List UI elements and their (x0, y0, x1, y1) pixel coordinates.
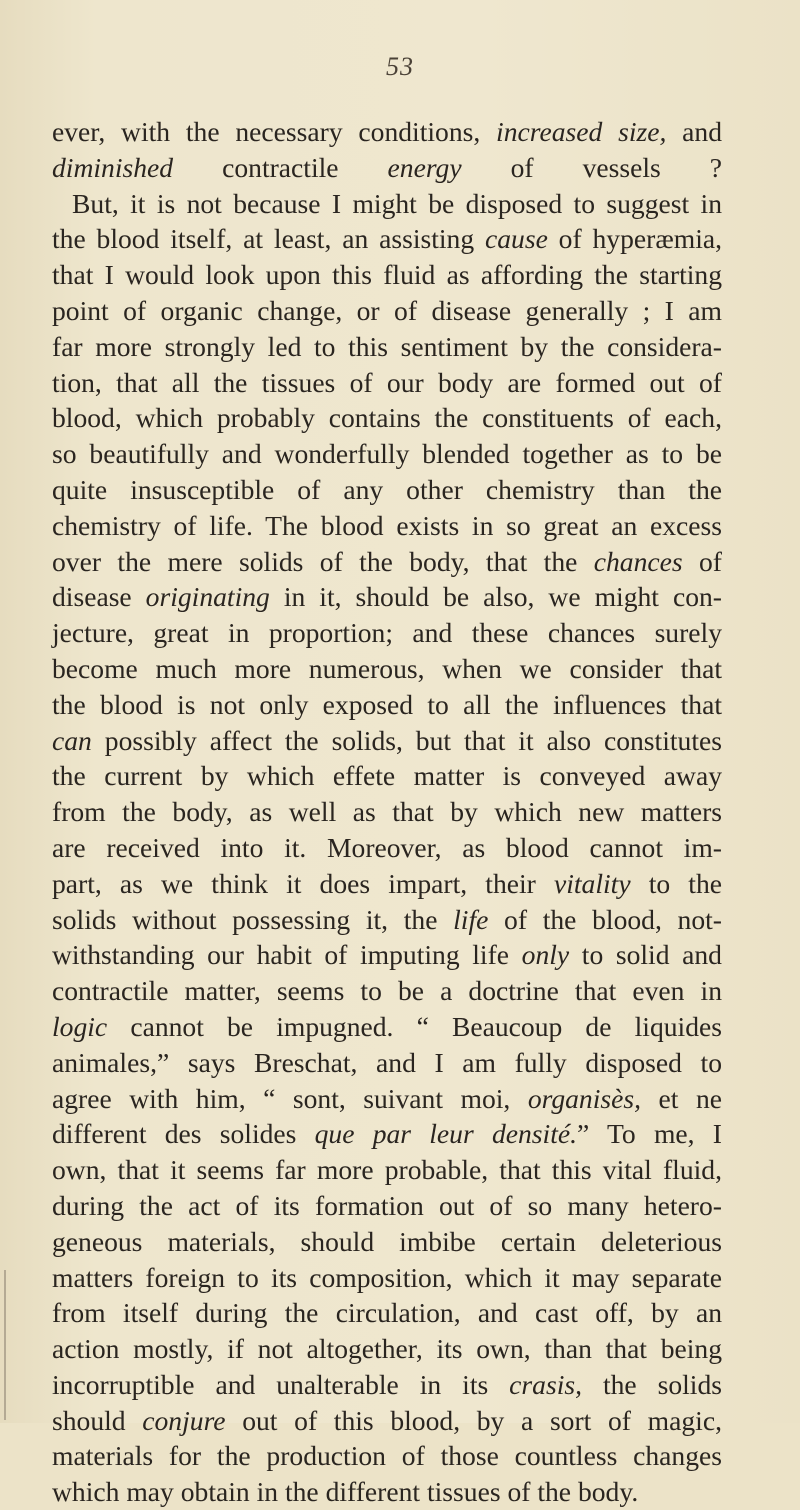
text-segment: agree with him, “ sont, suivant moi, (52, 1082, 528, 1114)
text-line (52, 1116, 722, 1152)
text-segment: ever, with the necessary conditions, (52, 116, 497, 147)
text-segment: of the blood, not- (488, 903, 722, 935)
text-line (52, 508, 722, 544)
text-line (52, 1009, 722, 1045)
text-segment: become much more numerous, when we consider that (52, 652, 722, 684)
text-line (52, 902, 722, 938)
text-segment: matters foreign to its composition, which it may separate (52, 1261, 722, 1293)
text-segment: geneous materials, should imbibe certain deleterious (52, 1225, 722, 1257)
text-segment: from itself during the circulation, and cast off, by an (52, 1297, 722, 1329)
text-segment: contractile (173, 151, 388, 183)
italic-text: crasis, (509, 1368, 582, 1400)
text-line (52, 1081, 722, 1117)
text-segment: point of organic change, or of disease generally ; I am (52, 294, 722, 326)
text-segment: jecture, great in proportion; and these chances surely (52, 617, 722, 649)
text-segment: of hyperæmia, (547, 223, 723, 255)
text-line (52, 329, 722, 365)
text-line (52, 1403, 722, 1439)
text-segment: et ne (641, 1082, 722, 1114)
text-segment: out of this blood, by a sort of magic, (225, 1404, 722, 1436)
text-segment: materials for the production of those countless changes (52, 1440, 722, 1472)
italic-text: logic (52, 1010, 108, 1042)
text-segment: disease (52, 581, 146, 613)
italic-text: diminished (52, 151, 174, 183)
text-segment: from the body, as well as that by which new matters (52, 796, 722, 828)
italic-text: only (521, 939, 570, 971)
text-line (52, 937, 722, 973)
text-segment: to solid and (569, 939, 722, 971)
text-segment: ” To me, I (577, 1118, 722, 1150)
text-segment: in it, should be also, we might con- (269, 581, 722, 613)
italic-text: can (52, 724, 92, 756)
text-segment: possibly affect the solids, but that it also constitutes (91, 724, 722, 756)
text-segment: the blood itself, at least, an assisting (52, 223, 485, 255)
text-segment: cannot be impugned. “ Beaucoup de liquides (107, 1010, 722, 1042)
text-line (52, 973, 722, 1009)
italic-text: conjure (142, 1404, 226, 1436)
text-segment: chemistry of life. The blood exists in so great an excess (52, 509, 722, 541)
text-segment: the blood is not only exposed to all the influences that (52, 688, 722, 720)
text-line (52, 150, 722, 186)
text-segment: blood, which probably contains the constituents of each, (52, 402, 722, 434)
text-segment: withstanding our habit of imputing life (52, 939, 522, 971)
text-line (52, 293, 722, 329)
text-line (52, 365, 722, 401)
text-segment: of vessels ? (461, 151, 722, 183)
text-line (52, 651, 722, 687)
text-segment: different des solides (52, 1118, 315, 1150)
binding-edge (4, 1270, 6, 1420)
text-line (52, 1438, 722, 1474)
text-line (52, 186, 722, 222)
text-line (52, 615, 722, 651)
text-segment: action mostly, if not altogether, its own, than that being (52, 1333, 722, 1365)
italic-text: organisès, (527, 1082, 642, 1114)
text-segment: which may obtain in the different tissues of the body. (52, 1476, 639, 1508)
text-line (52, 1045, 722, 1081)
text-segment: that I would look upon this fluid as affording the starting (52, 259, 722, 291)
text-line (52, 436, 722, 472)
text-line (52, 1331, 722, 1367)
text-segment: But, it is not because I might be disposed to suggest in (72, 187, 722, 219)
text-line (52, 257, 722, 293)
text-segment: of (682, 545, 722, 577)
italic-text: originating (145, 581, 270, 613)
text-segment: incorruptible and unalterable in its (52, 1368, 510, 1400)
body-text (52, 114, 722, 1510)
text-segment: and (666, 116, 722, 147)
text-line (52, 1474, 722, 1510)
text-segment: contractile matter, seems to be a doctrine that even in (52, 975, 722, 1007)
text-segment: the solids (582, 1368, 722, 1400)
italic-text: energy (387, 151, 462, 183)
text-segment: over the mere solids of the body, that the (52, 545, 594, 577)
text-line (52, 544, 722, 580)
italic-text: cause (485, 223, 548, 255)
text-line (52, 1260, 722, 1296)
text-line (52, 1224, 722, 1260)
text-line (52, 579, 722, 615)
text-segment: part, as we think it does impart, their (52, 867, 554, 899)
italic-text: life (453, 903, 489, 935)
italic-text: que par leur densité. (314, 1118, 578, 1150)
italic-text: chances (593, 545, 683, 577)
text-segment: are received into it. Moreover, as blood cannot im- (52, 831, 722, 863)
italic-text: increased size, (496, 116, 667, 147)
text-line (52, 687, 722, 723)
text-line (52, 758, 722, 794)
text-line (52, 1367, 722, 1403)
text-segment: quite insusceptible of any other chemistry than the (52, 473, 722, 505)
text-segment: so beautifully and wonderfully blended together as to be (52, 438, 722, 470)
text-line (52, 794, 722, 830)
text-line (52, 400, 722, 436)
text-segment: animales,” says Breschat, and I am fully disposed to (52, 1046, 722, 1078)
page-number: 53 (386, 52, 414, 81)
text-line (52, 1188, 722, 1224)
text-line (52, 221, 722, 257)
text-segment: during the act of its formation out of so many hetero- (52, 1189, 722, 1221)
text-segment: far more strongly led to this sentiment by the considera- (52, 330, 722, 362)
text-segment: to the (630, 867, 722, 899)
text-line (52, 472, 722, 508)
italic-text: vitality (553, 867, 631, 899)
text-line (52, 830, 722, 866)
text-line (52, 1295, 722, 1331)
text-segment: should (52, 1404, 143, 1436)
text-segment: tion, that all the tissues of our body are formed out of (52, 366, 722, 398)
text-segment: own, that it seems far more probable, that this vital fluid, (52, 1154, 722, 1186)
text-line (52, 114, 722, 150)
text-segment: solids without possessing it, the (52, 903, 454, 935)
text-line (52, 1152, 722, 1188)
text-segment: the current by which effete matter is conveyed away (52, 760, 722, 792)
text-line (52, 723, 722, 759)
text-line (52, 866, 722, 902)
